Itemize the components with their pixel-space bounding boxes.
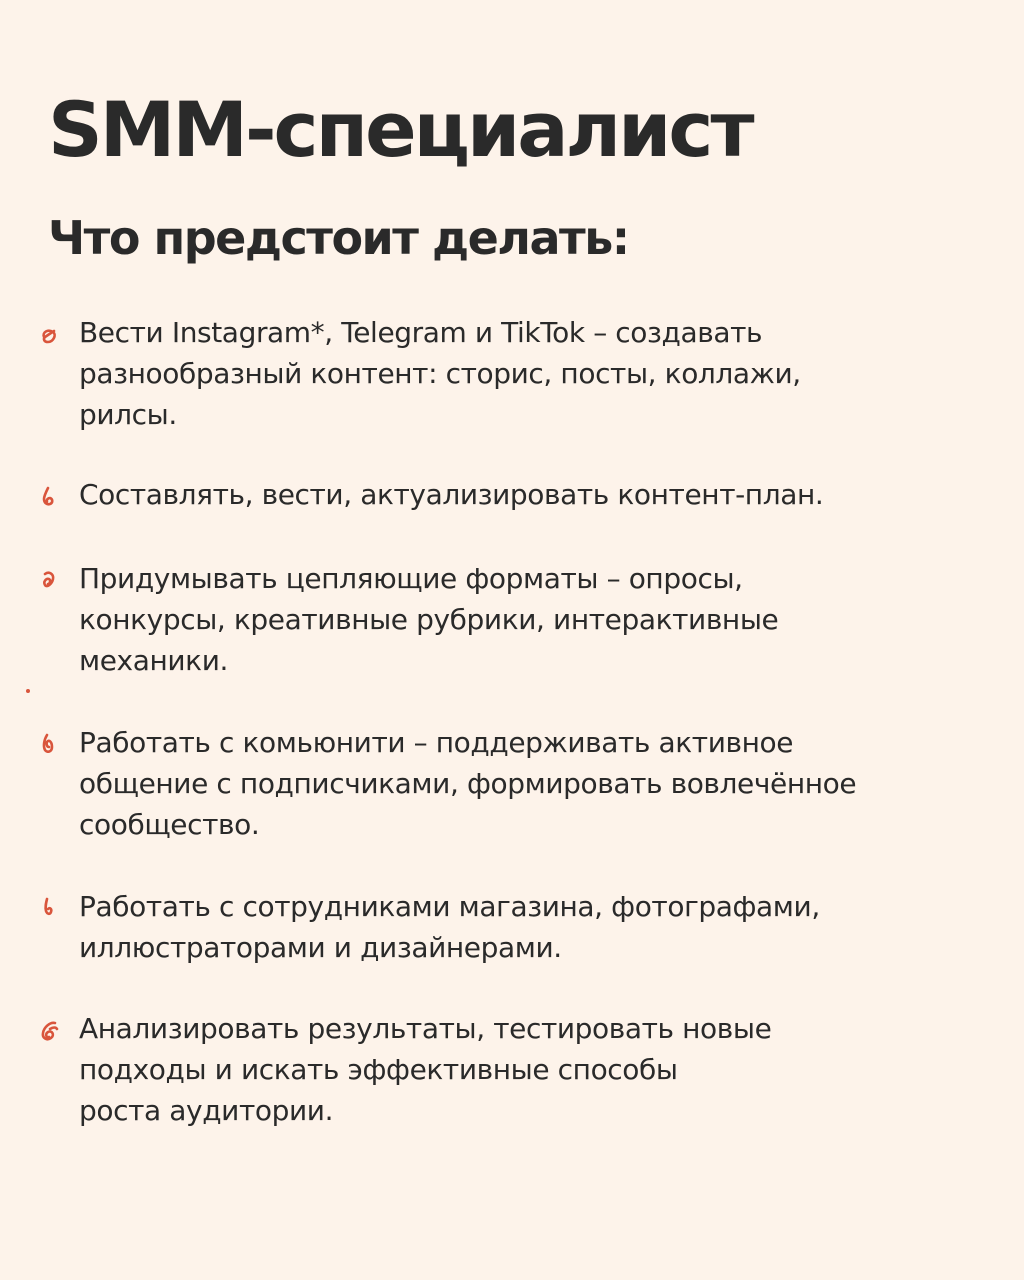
list-item-text: Анализировать результаты, тестировать новые подходы и искать эффективные способы роста аудитории. [79,1012,772,1127]
section-subtitle: Что предстоит делать: [48,211,629,265]
list-item-text: Придумывать цепляющие форматы – опросы, конкурсы, креативные рубрики, интерактивные механики. [79,562,779,677]
hand-drawn-number-3-icon [38,567,60,593]
decorative-dot [26,689,30,693]
hand-drawn-number-5-icon [38,895,60,921]
list-item-text: Работать с сотрудниками магазина, фотографами, иллюстраторами и дизайнерами. [79,890,820,964]
list-item-text: Составлять, вести, актуализировать контент-план. [79,478,824,511]
list-item-text: Работать с комьюнити – поддерживать активное общение с подписчиками, формировать вовлечённое сообщество. [79,726,857,841]
page-title: SMM-специалист [48,85,752,174]
hand-drawn-number-4-icon [38,731,60,757]
hand-drawn-number-1-icon [38,321,60,347]
hand-drawn-number-2-icon [38,483,60,509]
list-item-text: Вести Instagram*, Telegram и TikTok – создавать разнообразный контент: сторис, посты, коллажи, рилсы. [79,316,801,431]
hand-drawn-number-6-icon [38,1017,60,1043]
